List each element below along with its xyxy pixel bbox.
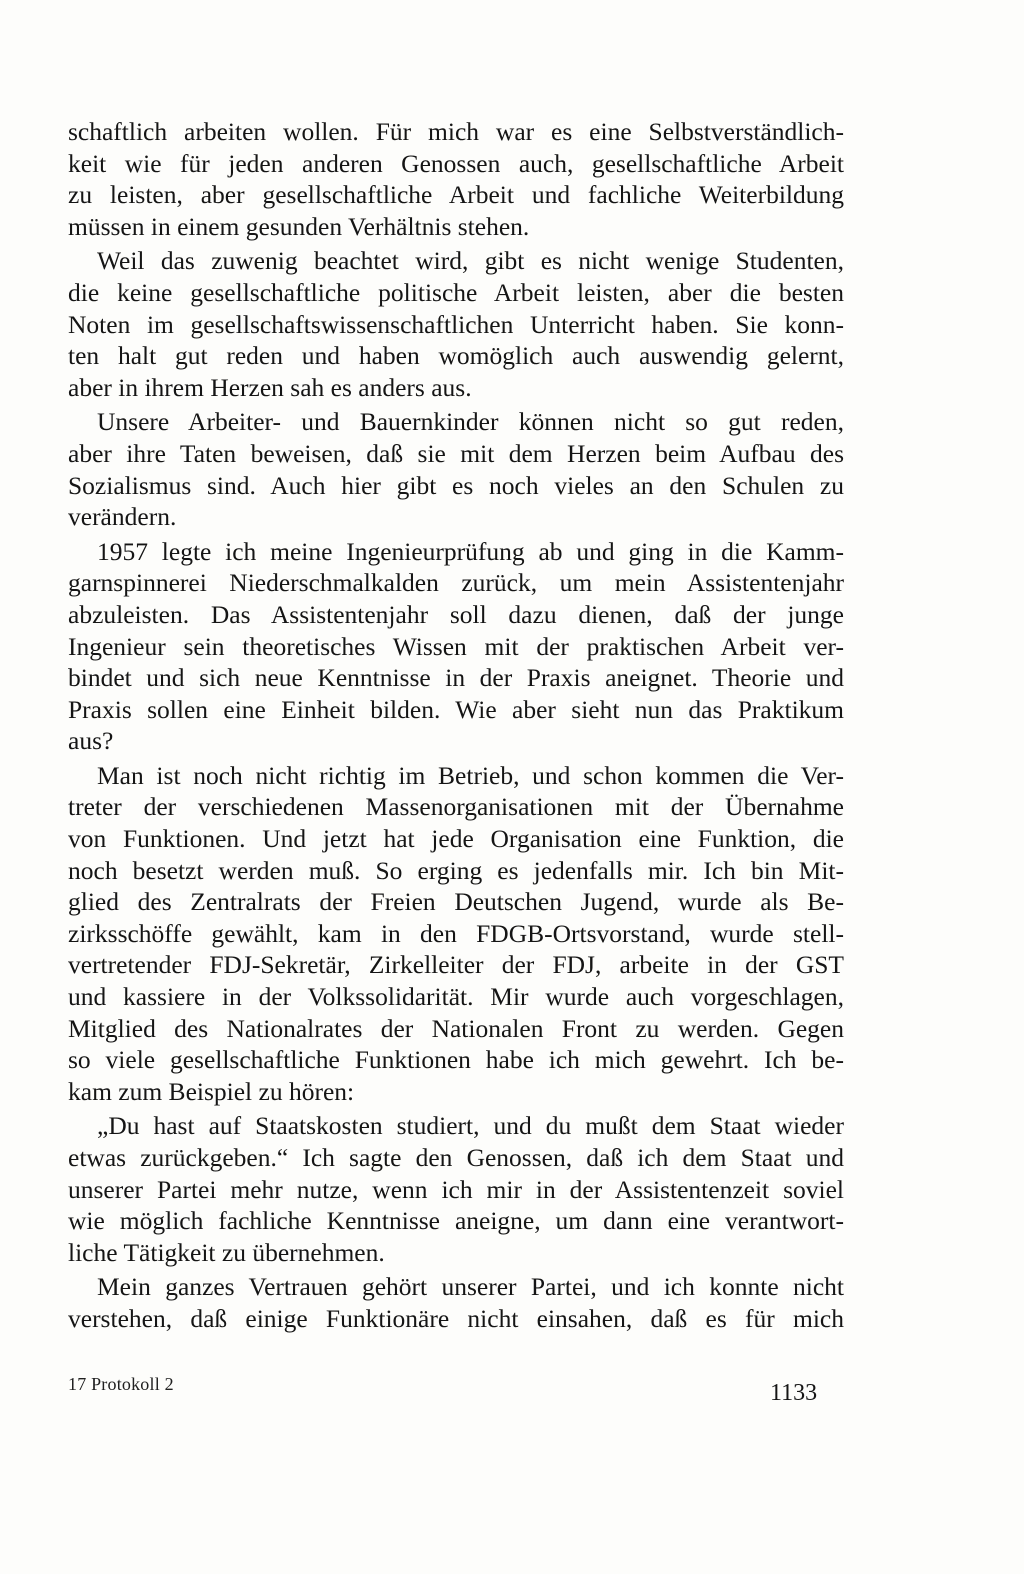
text-line: so viele gesellschaftliche Funktionen habe ich mich gewehrt. Ich be- (68, 1045, 844, 1075)
text-line: glied des Zentralrats der Freien Deutschen Jugend, wurde als Be- (68, 887, 844, 917)
text-line: aber in ihrem Herzen sah es anders aus. (68, 372, 472, 402)
text-line: noch besetzt werden muß. So erging es jedenfalls mir. Ich bin Mit- (68, 855, 844, 885)
text-line: Sozialismus sind. Auch hier gibt es noch vieles an den Schulen zu (68, 470, 844, 500)
text-line: zu leisten, aber gesellschaftliche Arbeit und fachliche Weiterbildung (68, 180, 844, 210)
text-line: müssen in einem gesunden Verhältnis stehen. (68, 211, 530, 241)
text-line: zirksschöffe gewählt, kam in den FDGB-Ortsvorstand, wurde stell- (68, 918, 844, 948)
text-line: bindet und sich neue Kenntnisse in der Praxis aneignet. Theorie und (68, 663, 844, 693)
text-line: aber ihre Taten beweisen, daß sie mit dem Herzen beim Aufbau des (68, 438, 844, 468)
text-line: die keine gesellschaftliche politische Arbeit leisten, aber die besten (68, 277, 844, 307)
text-line: wie möglich fachliche Kenntnisse aneigne, um dann eine verantwort- (68, 1206, 844, 1236)
page-number: 1133 (770, 1380, 818, 1406)
body-text (68, 116, 844, 1335)
text-line: Mein ganzes Vertrauen gehört unserer Partei, und ich konnte nicht (97, 1272, 844, 1302)
text-line: Praxis sollen eine Einheit bilden. Wie aber sieht nun das Praktikum (68, 694, 844, 724)
text-line: unserer Partei mehr nutze, wenn ich mir in der Assistentenzeit soviel (68, 1174, 844, 1204)
text-line: vertretender FDJ-Sekretär, Zirkelleiter der FDJ, arbeite in der GST (68, 950, 844, 980)
text-line: keit wie für jeden anderen Genossen auch, gesellschaftliche Arbeit (68, 148, 844, 178)
text-line: verändern. (68, 502, 177, 532)
text-line: kam zum Beispiel zu hören: (68, 1076, 355, 1106)
text-line: etwas zurückgeben.“ Ich sagte den Genossen, daß ich dem Staat und (68, 1143, 844, 1172)
text-line: Unsere Arbeiter- und Bauernkinder können nicht so gut reden, (97, 407, 844, 437)
text-line: Ingenieur sein theoretisches Wissen mit der praktischen Arbeit ver- (68, 631, 844, 661)
text-line: garnspinnerei Niederschmalkalden zurück, um mein Assistentenjahr (68, 568, 844, 598)
text-line: liche Tätigkeit zu übernehmen. (68, 1237, 385, 1267)
text-line: aus? (68, 726, 114, 756)
text-line: Weil das zuwenig beachtet wird, gibt es nicht wenige Studenten, (97, 246, 844, 276)
text-line: abzuleisten. Das Assistentenjahr soll dazu dienen, daß der junge (68, 599, 844, 629)
text-line: verstehen, daß einige Funktionäre nicht einsahen, daß es für mich (68, 1303, 844, 1333)
text-line: ten halt gut reden und haben womöglich auch auswendig gelernt, (68, 341, 844, 371)
printer-signature: 17 Protokoll 2 (68, 1374, 174, 1394)
text-line: Man ist noch nicht richtig im Betrieb, und schon kommen die Ver- (97, 760, 844, 790)
text-line: Mitglied des Nationalrates der Nationalen Front zu werden. Gegen (68, 1013, 844, 1043)
text-line: von Funktionen. Und jetzt hat jede Organisation eine Funktion, die (68, 824, 844, 854)
text-line: treter der verschiedenen Massenorganisationen mit der Übernahme (68, 792, 844, 822)
text-line: Noten im gesellschaftswissenschaftlichen Unterricht haben. Sie konn- (68, 309, 844, 339)
text-line: „Du hast auf Staatskosten studiert, und du mußt dem Staat wieder (97, 1111, 844, 1141)
text-line: 1957 legte ich meine Ingenieurprüfung ab und ging in die Kamm- (97, 536, 844, 566)
text-line: und kassiere in der Volkssolidarität. Mir wurde auch vorgeschlagen, (68, 982, 844, 1012)
text-line: schaftlich arbeiten wollen. Für mich war es eine Selbstverständlich- (68, 117, 844, 146)
